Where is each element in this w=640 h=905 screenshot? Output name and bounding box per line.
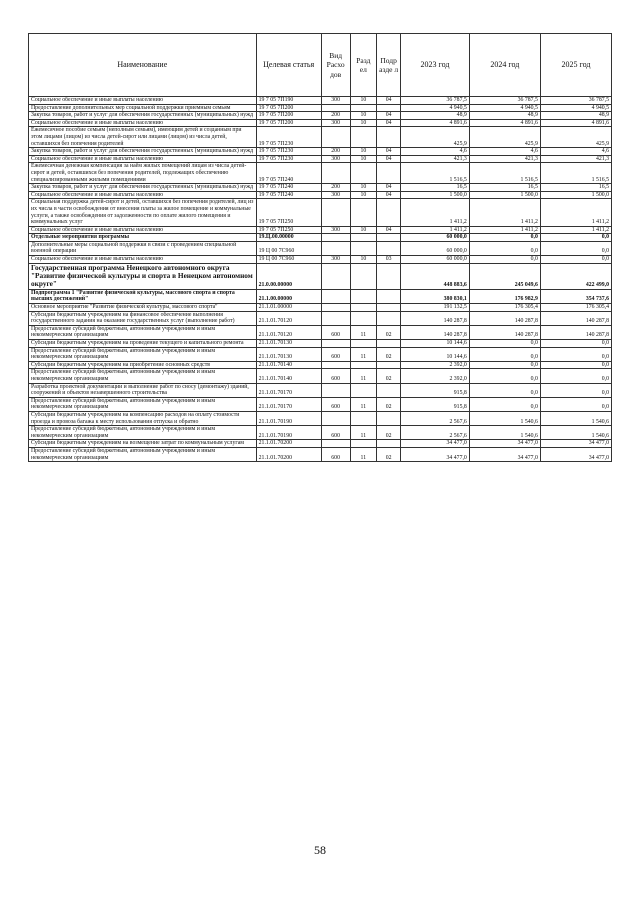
row-code: 21.1.01.70190: [256, 426, 321, 440]
row-section: 10: [350, 191, 377, 199]
row-subsection: 04: [377, 184, 401, 192]
row-2025: 1 540,6: [540, 426, 611, 440]
row-2025: 0,0: [540, 383, 611, 397]
row-2025: 34 477,0: [540, 440, 611, 448]
row-expense-type: 200: [321, 148, 350, 156]
table-row: [29, 440, 612, 448]
page-number: 58: [314, 843, 326, 857]
row-subsection: 04: [377, 119, 401, 127]
row-expense-type: 300: [321, 226, 350, 234]
row-2025: 0,0: [540, 347, 611, 361]
row-2023: 1 500,0: [401, 191, 470, 199]
row-2024: 140 287,8: [469, 325, 540, 339]
row-code: 21.1.01.70200: [256, 440, 321, 448]
row-2025: 176 305,4: [540, 304, 611, 312]
row-2023: 2 392,0: [401, 369, 470, 383]
row-subsection: 04: [377, 112, 401, 120]
row-2023: 4 891,6: [401, 119, 470, 127]
row-expense-type: [321, 411, 350, 425]
header-section: Разд ел: [350, 34, 377, 97]
row-2024: 0,0: [469, 397, 540, 411]
row-2025: 0,0: [540, 256, 611, 264]
row-expense-type: 300: [321, 191, 350, 199]
row-2023: 448 883,6: [401, 263, 470, 289]
table-row: [29, 347, 612, 361]
row-2023: 2 567,6: [401, 411, 470, 425]
row-name: Основное мероприятие "Развитие физической культуры, массового спорта": [29, 304, 257, 312]
row-subsection: 03: [377, 256, 401, 264]
row-name: Дополнительные меры социальной поддержки в связи с проведением специальной военной операции: [29, 241, 257, 255]
row-expense-type: 600: [321, 426, 350, 440]
row-2024: 34 477,0: [469, 440, 540, 448]
row-2025: 140 287,8: [540, 325, 611, 339]
row-section: [350, 311, 377, 325]
row-code: 19 7 05 7П200: [256, 119, 321, 127]
row-code: 19 7 05 7П250: [256, 226, 321, 234]
row-2024: 4,6: [469, 148, 540, 156]
row-code: 19 7 05 7П200: [256, 104, 321, 112]
header-2023: 2023 год: [401, 34, 470, 97]
row-code: 21.1.01.70200: [256, 447, 321, 461]
row-name: Субсидии бюджетным учреждениям на приобретение основных средств: [29, 361, 257, 369]
row-name: Социальное обеспечение и иные выплаты населению: [29, 119, 257, 127]
table-row: [29, 119, 612, 127]
row-2024: 48,9: [469, 112, 540, 120]
row-2024: 0,0: [469, 369, 540, 383]
row-2024: 1 500,0: [469, 191, 540, 199]
table-row: [29, 148, 612, 156]
row-name: Ежемесячная денежная компенсация за наём жилых помещений лицам из числа детей-сирот и детей, оставшихся без попечения родителей, подлежащих обеспечению специализированными жилыми помещениями: [29, 163, 257, 184]
header-2024: 2024 год: [469, 34, 540, 97]
row-2023: 48,9: [401, 112, 470, 120]
row-name: Ежемесячное пособие семьям (неполным семьям), имеющим детей и созданным при этом лицами (лицом) из числа детей-сирот или лицами (лицом) из числа детей, оставшихся без попечения родителей: [29, 127, 257, 148]
header-subsection: Подр азде л: [377, 34, 401, 97]
table-row: [29, 325, 612, 339]
row-2024: 1 411,2: [469, 226, 540, 234]
row-2025: 36 787,5: [540, 97, 611, 105]
row-code: 21.1.01.70120: [256, 311, 321, 325]
row-subsection: 04: [377, 148, 401, 156]
table-row: [29, 304, 612, 312]
row-2024: 0,0: [469, 383, 540, 397]
row-name: Субсидии бюджетным учреждениям на компенсацию расходов на оплату стоимости проезда и провоза багажа к месту использования отпуска и обратно: [29, 411, 257, 425]
table-header-row: [29, 34, 612, 97]
row-section: [350, 304, 377, 312]
row-2025: 0,0: [540, 234, 611, 242]
row-expense-type: [321, 104, 350, 112]
row-2023: 1 516,5: [401, 163, 470, 184]
row-section: 10: [350, 119, 377, 127]
row-code: 21.1.01.70170: [256, 397, 321, 411]
row-2023: 2 392,0: [401, 361, 470, 369]
table-row: [29, 234, 612, 242]
table-row: [29, 383, 612, 397]
table-row: [29, 155, 612, 163]
row-code: 21.1.01.70130: [256, 347, 321, 361]
row-name: Отдельные мероприятия программы: [29, 234, 257, 242]
row-expense-type: [321, 340, 350, 348]
row-subsection: [377, 234, 401, 242]
row-2025: 1 500,0: [540, 191, 611, 199]
row-expense-type: [321, 199, 350, 226]
row-code: 21.1.01.70170: [256, 383, 321, 397]
row-subsection: [377, 311, 401, 325]
row-subsection: 02: [377, 426, 401, 440]
row-2024: 176 305,4: [469, 304, 540, 312]
row-2023: 10 144,6: [401, 347, 470, 361]
row-2025: 0,0: [540, 241, 611, 255]
table-row: [29, 241, 612, 255]
row-section: [350, 383, 377, 397]
row-2024: 0,0: [469, 340, 540, 348]
table-row: [29, 263, 612, 289]
budget-table: [28, 33, 612, 462]
row-2024: 0,0: [469, 361, 540, 369]
table-row: [29, 311, 612, 325]
row-name: Субсидии бюджетным учреждениям на финансовое обеспечение выполнения государственного задания на оказание государственных услуг (выполнение работ): [29, 311, 257, 325]
row-2025: 425,9: [540, 127, 611, 148]
row-name: Предоставление субсидий бюджетным, автономным учреждениям и иным некоммерческим организациям: [29, 397, 257, 411]
row-2025: 0,0: [540, 369, 611, 383]
row-expense-type: 600: [321, 397, 350, 411]
row-2023: 34 477,0: [401, 447, 470, 461]
row-code: 19 7 05 7П240: [256, 163, 321, 184]
row-subsection: 02: [377, 397, 401, 411]
row-2025: 4 891,6: [540, 119, 611, 127]
row-2023: 60 000,0: [401, 234, 470, 242]
row-code: 19 7 05 7П230: [256, 148, 321, 156]
row-section: 11: [350, 325, 377, 339]
row-expense-type: 200: [321, 184, 350, 192]
row-name: Закупка товаров, работ и услуг для обеспечения государственных (муниципальных) нужд: [29, 184, 257, 192]
row-expense-type: 600: [321, 447, 350, 461]
row-section: [350, 263, 377, 289]
row-2023: 140 287,8: [401, 325, 470, 339]
row-subsection: 04: [377, 155, 401, 163]
table-row: [29, 256, 612, 264]
row-section: 10: [350, 112, 377, 120]
row-subsection: 02: [377, 347, 401, 361]
row-name: Предоставление субсидий бюджетным, автономным учреждениям и иным некоммерческим организациям: [29, 426, 257, 440]
row-section: [350, 411, 377, 425]
row-code: 19 7 05 7П240: [256, 191, 321, 199]
row-subsection: [377, 289, 401, 303]
row-subsection: 02: [377, 325, 401, 339]
row-2023: 915,8: [401, 397, 470, 411]
row-section: 11: [350, 426, 377, 440]
row-section: 10: [350, 148, 377, 156]
row-section: 11: [350, 369, 377, 383]
row-name: Предоставление субсидий бюджетным, автономным учреждениям и иным некоммерческим организациям: [29, 347, 257, 361]
row-name: Социальное обеспечение и иные выплаты населению: [29, 226, 257, 234]
row-section: 10: [350, 97, 377, 105]
row-name: Закупка товаров, работ и услуг для обеспечения государственных (муниципальных) нужд: [29, 112, 257, 120]
row-2024: 1 540,6: [469, 411, 540, 425]
row-name: Подпрограмма 1 "Развитие физической культуры, массового спорта и спорта высших достижений": [29, 289, 257, 303]
row-2023: 425,9: [401, 127, 470, 148]
row-code: 21.1.01.70190: [256, 411, 321, 425]
row-subsection: [377, 304, 401, 312]
row-2025: 0,0: [540, 397, 611, 411]
row-2025: 48,9: [540, 112, 611, 120]
row-subsection: [377, 361, 401, 369]
header-2025: 2025 год: [540, 34, 611, 97]
row-2024: 4 891,6: [469, 119, 540, 127]
row-2023: 60 000,0: [401, 241, 470, 255]
table-row: [29, 112, 612, 120]
row-2025: 1 411,2: [540, 199, 611, 226]
row-subsection: [377, 127, 401, 148]
table-row: [29, 397, 612, 411]
row-2024: 1 411,2: [469, 199, 540, 226]
row-expense-type: 200: [321, 112, 350, 120]
row-code: 21.1.01.70130: [256, 340, 321, 348]
row-section: 11: [350, 397, 377, 411]
header-name: Наименование: [29, 34, 257, 97]
row-expense-type: 300: [321, 97, 350, 105]
row-name: Субсидии бюджетным учреждениям на проведение текущего и капитального ремонта: [29, 340, 257, 348]
row-2025: 1 516,5: [540, 163, 611, 184]
row-2025: 0,0: [540, 361, 611, 369]
row-2024: 0,0: [469, 256, 540, 264]
row-subsection: [377, 440, 401, 448]
table-row: [29, 199, 612, 226]
row-expense-type: 300: [321, 155, 350, 163]
row-code: 19 7 05 7П230: [256, 127, 321, 148]
row-2025: 1 411,2: [540, 226, 611, 234]
table-row: [29, 426, 612, 440]
row-2024: 421,3: [469, 155, 540, 163]
row-expense-type: [321, 383, 350, 397]
row-name: Предоставление дополнительных мер социальной поддержки приемным семьям: [29, 104, 257, 112]
row-code: 21.1.00.00000: [256, 289, 321, 303]
row-2025: 1 540,6: [540, 411, 611, 425]
row-expense-type: [321, 361, 350, 369]
table-row: [29, 226, 612, 234]
row-name: Разработка проектной документации и выполнение работ по сносу (демонтажу) зданий, сооружений и объектов незавершенного строительства: [29, 383, 257, 397]
row-2025: 354 737,6: [540, 289, 611, 303]
row-2024: 245 049,6: [469, 263, 540, 289]
row-code: 21.1.01.00000: [256, 304, 321, 312]
row-2025: 34 477,0: [540, 447, 611, 461]
header-expense-type: Вид Расхо дов: [321, 34, 350, 97]
row-subsection: [377, 163, 401, 184]
row-section: [350, 241, 377, 255]
row-2024: 36 787,5: [469, 97, 540, 105]
row-name: Предоставление субсидий бюджетным, автономным учреждениям и иным некоммерческим организациям: [29, 447, 257, 461]
row-2024: 176 982,9: [469, 289, 540, 303]
table-row: [29, 289, 612, 303]
row-name: Социальное обеспечение и иные выплаты населению: [29, 97, 257, 105]
row-name: Социальное обеспечение и иные выплаты населению: [29, 256, 257, 264]
row-2024: 0,0: [469, 234, 540, 242]
row-2023: 36 787,5: [401, 97, 470, 105]
row-expense-type: 600: [321, 369, 350, 383]
row-expense-type: [321, 289, 350, 303]
row-subsection: [377, 199, 401, 226]
row-name: Государственная программа Ненецкого автономного округа "Развитие физической культуры и спорта в Ненецком автономном округе": [29, 263, 257, 289]
row-expense-type: 600: [321, 325, 350, 339]
row-name: Социальное обеспечение и иные выплаты населению: [29, 191, 257, 199]
row-code: 21.1.01.70140: [256, 369, 321, 383]
row-section: [350, 289, 377, 303]
table-row: [29, 369, 612, 383]
row-subsection: [377, 340, 401, 348]
row-code: 19 7 05 7П250: [256, 199, 321, 226]
table-body: [29, 97, 612, 462]
row-subsection: [377, 411, 401, 425]
row-expense-type: [321, 304, 350, 312]
table-row: [29, 191, 612, 199]
row-2023: 2 567,6: [401, 426, 470, 440]
row-2023: 34 477,0: [401, 440, 470, 448]
row-expense-type: [321, 234, 350, 242]
row-code: 19 7 05 7П200: [256, 112, 321, 120]
header-article: Целевая статья: [256, 34, 321, 97]
row-expense-type: [321, 311, 350, 325]
row-subsection: 02: [377, 447, 401, 461]
row-2025: 140 287,8: [540, 311, 611, 325]
table-row: [29, 447, 612, 461]
row-2023: 915,8: [401, 383, 470, 397]
table-row: [29, 411, 612, 425]
row-section: [350, 234, 377, 242]
row-2023: 1 411,2: [401, 199, 470, 226]
row-expense-type: [321, 241, 350, 255]
row-code: 19 Ц 00 7С960: [256, 256, 321, 264]
row-2023: 421,3: [401, 155, 470, 163]
row-code: 21.1.01.70140: [256, 361, 321, 369]
row-2025: 4,6: [540, 148, 611, 156]
row-2023: 4,6: [401, 148, 470, 156]
row-section: [350, 199, 377, 226]
row-2025: 421,3: [540, 155, 611, 163]
row-2023: 10 144,6: [401, 340, 470, 348]
row-2023: 60 000,0: [401, 256, 470, 264]
row-code: 19 7 05 7П230: [256, 155, 321, 163]
row-2024: 0,0: [469, 241, 540, 255]
row-subsection: 04: [377, 97, 401, 105]
row-name: Предоставление субсидий бюджетным, автономным учреждениям и иным некоммерческим организациям: [29, 325, 257, 339]
row-code: 21.0.00.00000: [256, 263, 321, 289]
row-2024: 34 477,0: [469, 447, 540, 461]
row-name: Предоставление субсидий бюджетным, автономным учреждениям и иным некоммерческим организациям: [29, 369, 257, 383]
table-row: [29, 340, 612, 348]
row-2024: 0,0: [469, 347, 540, 361]
row-code: 19.Ц.00.00000: [256, 234, 321, 242]
row-subsection: 04: [377, 191, 401, 199]
row-2024: 4 940,5: [469, 104, 540, 112]
row-section: 11: [350, 447, 377, 461]
row-name: Социальное обеспечение и иные выплаты населению: [29, 155, 257, 163]
row-2023: 191 132,5: [401, 304, 470, 312]
row-2024: 16,5: [469, 184, 540, 192]
row-code: 19 Ц 00 7С960: [256, 241, 321, 255]
row-section: [350, 163, 377, 184]
row-section: 10: [350, 256, 377, 264]
row-2023: 1 411,2: [401, 226, 470, 234]
row-2023: 380 830,1: [401, 289, 470, 303]
row-section: [350, 340, 377, 348]
row-2025: 16,5: [540, 184, 611, 192]
row-code: 19 7 05 7П190: [256, 97, 321, 105]
row-expense-type: [321, 163, 350, 184]
table-row: [29, 104, 612, 112]
row-section: 10: [350, 226, 377, 234]
row-expense-type: 300: [321, 256, 350, 264]
table-row: [29, 97, 612, 105]
table-row: [29, 127, 612, 148]
table-row: [29, 163, 612, 184]
row-2025: 4 940,5: [540, 104, 611, 112]
row-2025: 0,0: [540, 340, 611, 348]
row-subsection: [377, 104, 401, 112]
row-section: [350, 440, 377, 448]
row-section: 11: [350, 347, 377, 361]
row-subsection: [377, 383, 401, 397]
row-subsection: [377, 241, 401, 255]
row-section: [350, 361, 377, 369]
row-2024: 1 516,5: [469, 163, 540, 184]
row-expense-type: [321, 127, 350, 148]
row-expense-type: 300: [321, 119, 350, 127]
row-expense-type: [321, 440, 350, 448]
row-section: [350, 104, 377, 112]
row-name: Субсидии бюджетным учреждениям на возмещение затрат по коммунальным услугам: [29, 440, 257, 448]
row-subsection: 04: [377, 226, 401, 234]
row-subsection: 02: [377, 369, 401, 383]
row-2025: 422 499,0: [540, 263, 611, 289]
row-section: 10: [350, 184, 377, 192]
row-2024: 140 287,8: [469, 311, 540, 325]
row-2024: 425,9: [469, 127, 540, 148]
row-2023: 4 940,5: [401, 104, 470, 112]
row-expense-type: [321, 263, 350, 289]
row-code: 21.1.01.70120: [256, 325, 321, 339]
row-2023: 140 287,8: [401, 311, 470, 325]
row-code: 19 7 05 7П240: [256, 184, 321, 192]
row-section: [350, 127, 377, 148]
table-row: [29, 361, 612, 369]
table-row: [29, 184, 612, 192]
row-section: 10: [350, 155, 377, 163]
row-2024: 1 540,6: [469, 426, 540, 440]
row-subsection: [377, 263, 401, 289]
row-2023: 16,5: [401, 184, 470, 192]
row-name: Социальная поддержка детей-сирот и детей, оставшихся без попечения родителей, лиц из их числа в части освобождения от внесения платы за жилое помещение и коммунальные услуги, а также освобождения от задолженности по оплате жилого помещения и коммунальных услуг: [29, 199, 257, 226]
row-expense-type: 600: [321, 347, 350, 361]
row-name: Закупка товаров, работ и услуг для обеспечения государственных (муниципальных) нужд: [29, 148, 257, 156]
